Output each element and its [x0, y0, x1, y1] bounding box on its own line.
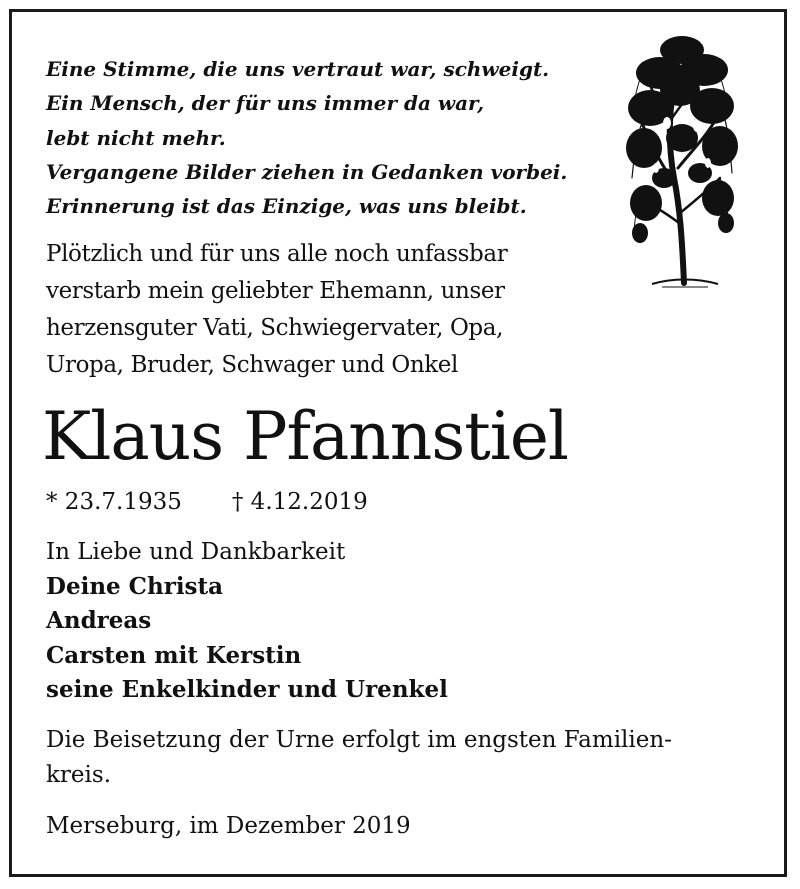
poem-line: Eine Stimme, die uns vertraut war, schweigt.	[46, 57, 550, 81]
deceased-name: Klaus Pfannstiel	[42, 398, 568, 475]
burial-line: kreis.	[46, 761, 112, 788]
intro-line: herzensguter Vati, Schwiegervater, Opa,	[46, 315, 503, 341]
mourner: Deine Christa	[46, 572, 224, 600]
mourner: Carsten mit Kerstin	[46, 641, 302, 669]
intro-line: verstarb mein geliebter Ehemann, unser	[46, 278, 505, 304]
life-dates	[46, 485, 368, 519]
burial-line: Die Beisetzung der Urne erfolgt im engsten Familien-	[46, 727, 672, 753]
birth-date: * 23.7.1935	[46, 489, 182, 515]
intro-line: Plötzlich und für uns alle noch unfassbar	[46, 241, 508, 267]
mourner: seine Enkelkinder und Urenkel	[46, 676, 448, 704]
mourners-list	[46, 535, 448, 708]
poem-line: Erinnerung ist das Einzige, was uns bleibt.	[46, 194, 527, 219]
death-date: † 4.12.2019	[231, 489, 368, 515]
poem-line: lebt nicht mehr.	[46, 125, 226, 150]
place-and-date: Merseburg, im Dezember 2019	[46, 813, 411, 839]
intro-line: Uropa, Bruder, Schwager und Onkel	[46, 352, 458, 378]
intro-paragraph	[46, 236, 507, 384]
memorial-poem	[46, 52, 567, 223]
poem-line: Ein Mensch, der für uns immer da war,	[46, 91, 485, 116]
burial-notice	[46, 723, 766, 792]
dedication-line: In Liebe und Dankbarkeit	[46, 539, 346, 565]
birch-tree-illustration	[622, 28, 740, 290]
poem-line: Vergangene Bilder ziehen in Gedanken vorbei.	[46, 159, 568, 184]
mourner: Andreas	[46, 607, 152, 635]
